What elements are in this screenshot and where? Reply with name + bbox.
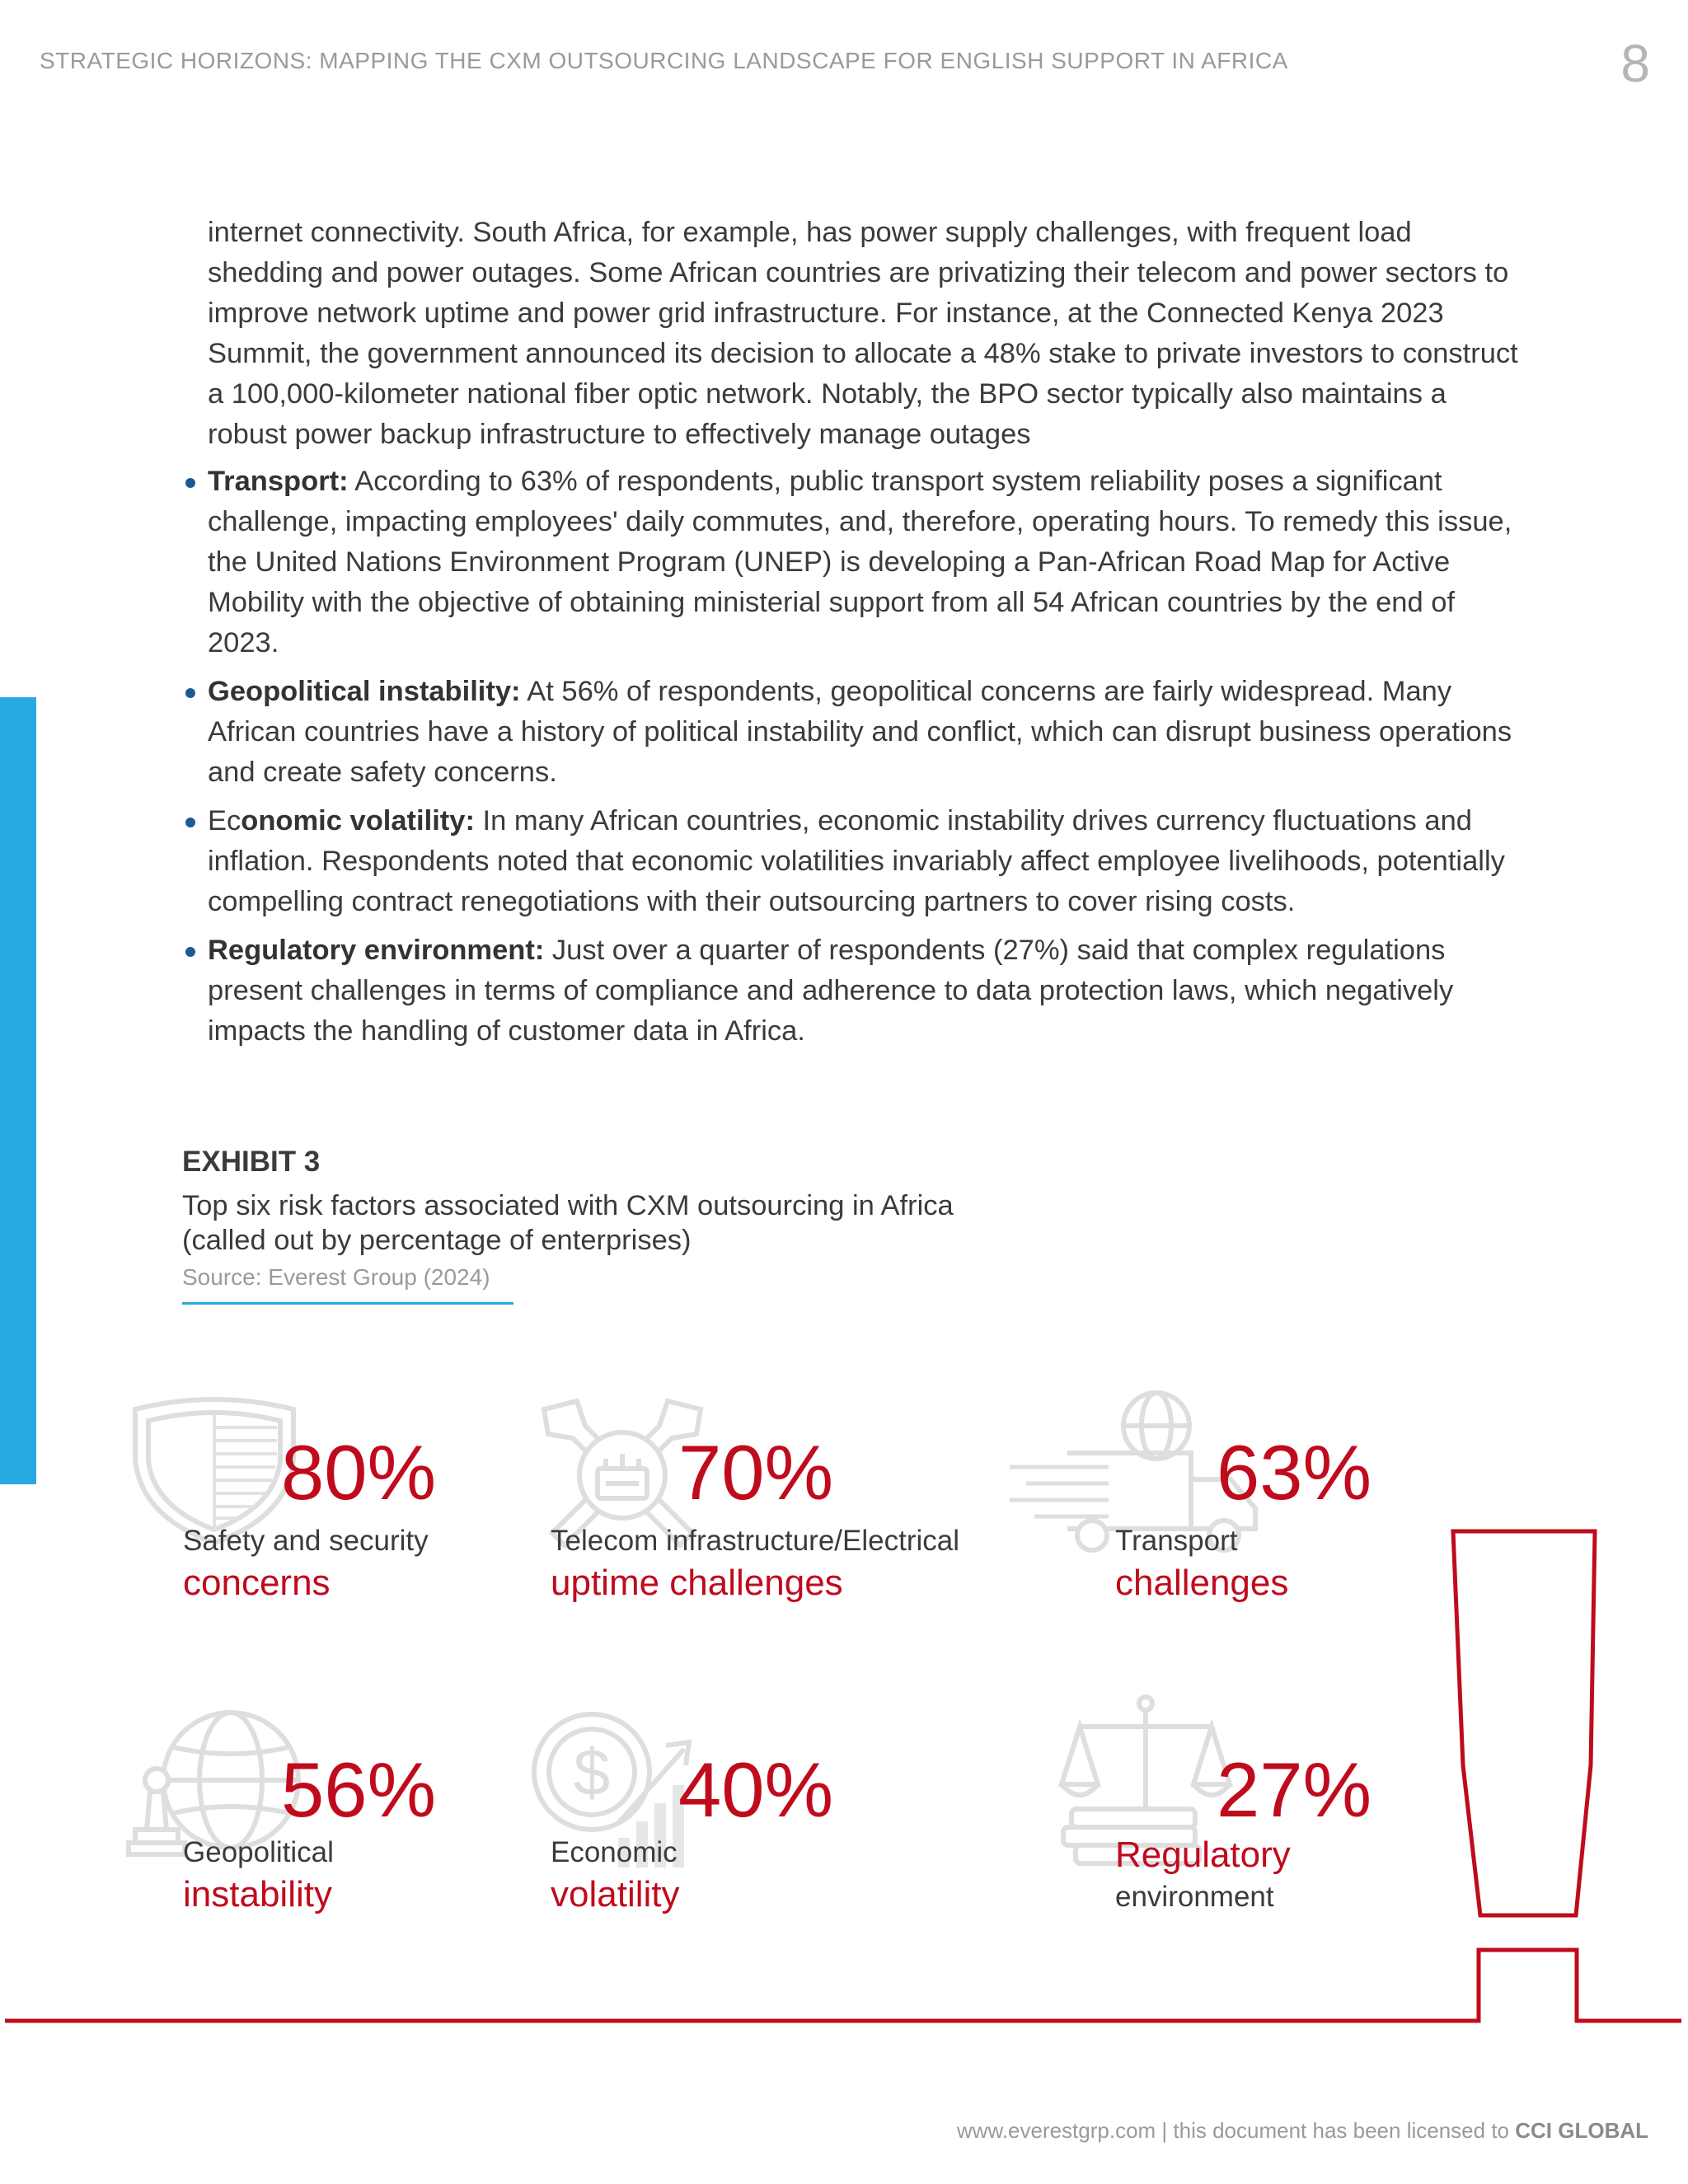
stat-label-line1: Regulatory [1115, 1835, 1291, 1875]
svg-text:$: $ [573, 1736, 611, 1809]
stat-label-line2: volatility [551, 1874, 680, 1915]
bullet-term: Geopolitical instability: [208, 676, 521, 707]
exhibit-title-line: (called out by percentage of enterprises) [182, 1225, 692, 1256]
stat-label-line2: concerns [183, 1563, 331, 1603]
exhibit-title-line: Top six risk factors associated with CXM outsourcing in Africa [182, 1190, 954, 1221]
exhibit-source: Source: Everest Group (2024) [182, 1264, 490, 1290]
bullet-term: onomic volatility: [241, 805, 475, 837]
risk-bullet-list [208, 462, 1526, 1052]
page-number: 8 [1620, 34, 1650, 93]
bullet-transport [208, 462, 1526, 663]
footer-license-text: this document has been licensed to [1173, 2118, 1516, 2143]
bullet-text: Just over a quarter of respondents (27%) said that complex regulations present challenges in terms of compliance and adherence to data protection laws, which negatively impacts the handling of customer data in Africa. [208, 935, 1454, 1047]
footer-site-link[interactable]: www.everestgrp.com [956, 2118, 1156, 2143]
bullet-regulatory [208, 930, 1526, 1052]
stat-percent: 56% [281, 1746, 437, 1833]
exhibit-title [182, 1188, 1089, 1258]
stat-percent: 80% [281, 1429, 437, 1516]
stat-percent: 63% [1217, 1429, 1372, 1516]
intro-paragraph: internet connectivity. South Africa, for example, has power supply challenges, with frequent load shedding and power outages. Some African countries are privatizing their telecom and power sectors to improve network uptime and power grid infrastructure. For instance, at the Connected Kenya 2023 Summit, the government announced its decision to allocate a 48% stake to private investors to construct a 100,000-kilometer national fiber optic network. Notably, the BPO sector typically also maintains a robust power backup infrastructure to effectively manage outages [208, 217, 1518, 450]
bullet-economic [208, 801, 1526, 922]
stat-label-line1: Geopolitical [183, 1836, 334, 1868]
bullet-text: According to 63% of respondents, public transport system reliability poses a significant challenge, impacting employees' daily commutes, and, therefore, operating hours. To remedy this issue, the United Nations Environment Program (UNEP) is developing a Pan-African Road Map for Active Mobility with the objective of obtaining ministerial support from all 54 African countries by the end of 2023. [208, 466, 1512, 658]
stat-label-line2: uptime challenges [551, 1563, 843, 1603]
stat-percent: 27% [1217, 1746, 1372, 1833]
exhibit-divider [182, 1302, 513, 1305]
footer-separator: | [1156, 2118, 1174, 2143]
exhibit-header [182, 1146, 1089, 1305]
stat-label-line1: Economic [551, 1836, 678, 1868]
footer-licensee: CCI GLOBAL [1515, 2118, 1648, 2143]
bullet-geopolitical [208, 672, 1526, 793]
stat-label-line1: Transport [1115, 1525, 1238, 1557]
exhibit-label: EXHIBIT 3 [182, 1146, 321, 1178]
side-accent-bar [0, 697, 36, 1484]
bullet-term-prefix: Ec [208, 805, 241, 837]
bullet-term: Regulatory environment: [208, 935, 545, 966]
bullet-text: At 56% of respondents, geopolitical concerns are fairly widespread. Many African countries have a history of political instability and conflict, which can disrupt business operations and create safety concerns. [208, 676, 1512, 788]
stat-percent: 70% [678, 1429, 834, 1516]
running-title: STRATEGIC HORIZONS: MAPPING THE CXM OUTSOURCING LANDSCAPE FOR ENGLISH SUPPORT IN AFRICA [40, 48, 1288, 73]
stat-percent: 40% [678, 1746, 834, 1833]
stat-label-line1: Safety and security [183, 1525, 429, 1557]
stat-label-line2: challenges [1115, 1563, 1289, 1603]
bullet-text: In many African countries, economic instability drives currency fluctuations and inflation. Respondents noted that economic volatilities invariably affect employee livelihoods, potentially compelling contract renegotiations with their outsourcing partners to cover rising costs. [208, 805, 1505, 917]
bullet-term: Transport: [208, 466, 349, 497]
exclamation-line-graphic [0, 1516, 1688, 2027]
footer [957, 2118, 1648, 2144]
body-text [208, 213, 1526, 1060]
stat-label-line2: environment [1115, 1881, 1274, 1913]
stat-label-line1: Telecom infrastructure/Electrical [551, 1525, 959, 1557]
stat-label-line2: instability [183, 1874, 332, 1915]
